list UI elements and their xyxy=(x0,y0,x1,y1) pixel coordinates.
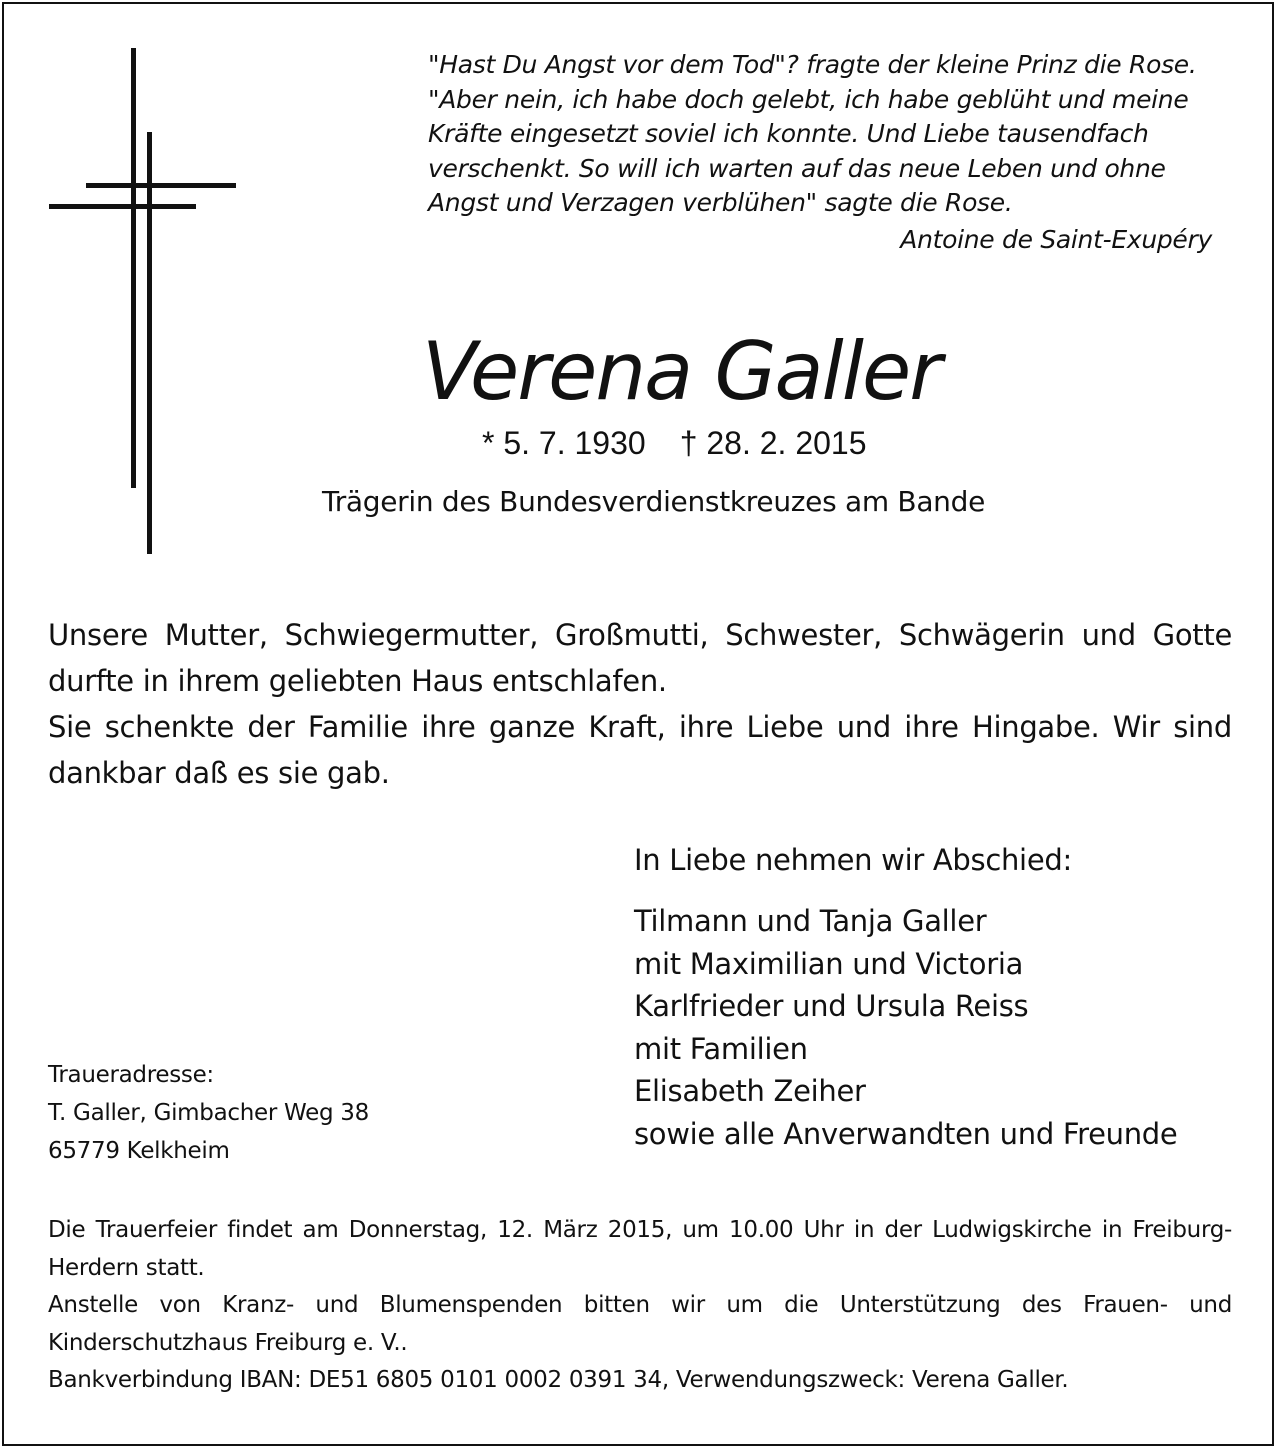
mourner-line: mit Familien xyxy=(634,1031,808,1066)
paragraph: Sie schenkte der Familie ihre ganze Kraft, ihre Liebe und ihre Hingabe. Wir sind dankbar daß es sie gab. xyxy=(48,710,1232,790)
quote-line: "Aber nein, ich habe doch gelebt, ich habe geblüht und meine xyxy=(428,84,1189,114)
donation-info: Anstelle von Kranz- und Blumenspenden bitten wir um die Unterstützung des Frauen- und Kinderschutzhaus Freiburg e. V.. xyxy=(48,1292,1232,1356)
mourner-line: sowie alle Anverwandten und Freunde xyxy=(634,1116,1178,1151)
farewell-intro: In Liebe nehmen wir Abschied: xyxy=(634,843,1072,877)
mourner-line: Elisabeth Zeiher xyxy=(634,1074,866,1109)
quote-block xyxy=(428,48,1248,257)
mourner-line: Karlfrieder und Ursula Reiss xyxy=(634,989,1029,1024)
life-dates xyxy=(482,422,867,464)
quote-line: Angst und Verzagen verblühen" sagte die Rose. xyxy=(428,188,1013,217)
death-date: † 28. 2. 2015 xyxy=(679,425,867,461)
quote-line: "Hast Du Angst vor dem Tod"? fragte der kleine Prinz die Rose. xyxy=(428,50,1197,79)
quote-line: Kräfte eingesetzt soviel ich konnte. Und Liebe tausendfach xyxy=(428,119,1149,148)
ceremony-info: Die Trauerfeier findet am Donnerstag, 12. März 2015, um 10.00 Uhr in der Ludwigskirche in Freiburg-Herdern statt. xyxy=(48,1217,1232,1281)
quote-author: Antoine de Saint-Exupéry xyxy=(900,224,1212,254)
main-text xyxy=(48,612,1232,796)
quote-line: verschenkt. So will ich warten auf das neue Leben und ohne xyxy=(428,153,1166,183)
address-street: T. Galler, Gimbacher Weg 38 xyxy=(48,1100,369,1126)
mourning-address xyxy=(48,1056,369,1170)
address-label: Traueradresse: xyxy=(48,1062,214,1088)
cross-icon xyxy=(46,46,238,558)
bank-info: Bankverbindung IBAN: DE51 6805 0101 0002 0391 34, Verwendungszweck: Verena Galler. xyxy=(48,1367,1069,1393)
mourner-line: mit Maximilian und Victoria xyxy=(634,946,1024,981)
paragraph: Unsere Mutter, Schwiegermutter, Großmutti, Schwester, Schwägerin und Gotte durfte in ihrem geliebten Haus entschlafen. xyxy=(48,618,1232,698)
birth-date: * 5. 7. 1930 xyxy=(482,425,646,461)
honor-line: Trägerin des Bundesverdienstkreuzes am Bande xyxy=(322,485,986,518)
mourners-list xyxy=(634,900,1177,1156)
mourner-line: Tilmann und Tanja Galler xyxy=(634,904,987,938)
deceased-name: Verena Galler xyxy=(422,325,941,418)
address-city: 65779 Kelkheim xyxy=(48,1138,230,1164)
footer-text xyxy=(48,1212,1232,1400)
